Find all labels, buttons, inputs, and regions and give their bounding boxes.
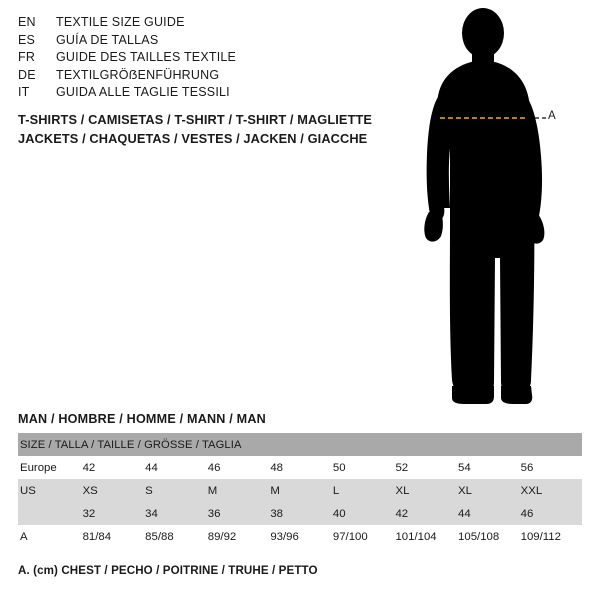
left-hand-shape: [424, 212, 443, 242]
table-row: [18, 456, 582, 479]
row-label: [18, 502, 81, 525]
row-cell: L: [331, 479, 394, 502]
table-row: [18, 479, 582, 502]
row-cell: 46: [519, 502, 582, 525]
left-foot-shape: [452, 386, 494, 404]
row-cell: 97/100: [331, 525, 394, 548]
row-cell: 50: [331, 456, 394, 479]
row-cell: 36: [206, 502, 269, 525]
row-cell: XL: [393, 479, 456, 502]
row-cell: 40: [331, 502, 394, 525]
language-row: [18, 14, 378, 32]
language-row: [18, 84, 378, 102]
row-cell: 44: [143, 456, 206, 479]
language-row: [18, 67, 378, 85]
right-foot-shape: [501, 386, 532, 404]
language-text: GUIDA ALLE TAGLIE TESSILI: [56, 85, 230, 99]
figure-svg: [400, 8, 600, 408]
row-cell: 32: [81, 502, 144, 525]
language-code: FR: [18, 50, 36, 64]
size-table-section: [18, 412, 582, 577]
table-row: [18, 502, 582, 525]
row-cell: 42: [81, 456, 144, 479]
table-row: [18, 525, 582, 548]
language-text: TEXTILGRÖẞENFÜHRUNG: [56, 67, 220, 82]
male-figure-illustration: [400, 8, 600, 408]
row-cell: 109/112: [519, 525, 582, 548]
row-cell: 52: [393, 456, 456, 479]
row-cell: 89/92: [206, 525, 269, 548]
garment-line-tshirts: T-SHIRTS / CAMISETAS / T-SHIRT / T-SHIRT / MAGLIETTE: [18, 112, 373, 127]
row-cell: 48: [268, 456, 331, 479]
row-cell: 81/84: [81, 525, 144, 548]
row-label: US: [18, 479, 81, 502]
language-code: IT: [18, 85, 30, 99]
row-cell: 42: [393, 502, 456, 525]
size-table-title: MAN / HOMBRE / HOMME / MANN / MAN: [18, 412, 266, 426]
table-header-label: SIZE / TALLA / TAILLE / GRÖSSE / TAGLIA: [18, 433, 582, 456]
language-code: DE: [18, 67, 36, 82]
row-cell: 101/104: [393, 525, 456, 548]
head-shape: [462, 8, 504, 58]
row-label: A: [18, 525, 81, 548]
language-list: [18, 14, 378, 102]
table-footnote: A. (cm) CHEST / PECHO / POITRINE / TRUHE / PETTO: [18, 564, 318, 577]
row-cell: XS: [81, 479, 144, 502]
language-text: TEXTILE SIZE GUIDE: [56, 15, 185, 29]
row-cell: 85/88: [143, 525, 206, 548]
language-row: [18, 32, 378, 50]
language-text: GUIDE DES TAILLES TEXTILE: [56, 50, 237, 64]
right-hand-shape: [526, 214, 544, 244]
row-label: Europe: [18, 456, 81, 479]
language-row: [18, 49, 378, 67]
row-cell: 44: [456, 502, 519, 525]
garment-headings: [18, 110, 418, 148]
row-cell: 46: [206, 456, 269, 479]
row-cell: M: [268, 479, 331, 502]
row-cell: M: [206, 479, 269, 502]
row-cell: 56: [519, 456, 582, 479]
row-cell: 93/96: [268, 525, 331, 548]
row-cell: XXL: [519, 479, 582, 502]
row-cell: 54: [456, 456, 519, 479]
garment-line-jackets: JACKETS / CHAQUETAS / VESTES / JACKEN / GIACCHE: [18, 131, 368, 146]
size-table: [18, 433, 582, 548]
language-text: GUÍA DE TALLAS: [56, 32, 159, 47]
row-cell: XL: [456, 479, 519, 502]
row-cell: 38: [268, 502, 331, 525]
row-cell: S: [143, 479, 206, 502]
row-cell: 34: [143, 502, 206, 525]
chest-measure-label: A: [548, 110, 557, 122]
body-shape: [435, 60, 534, 391]
language-code: EN: [18, 15, 36, 29]
row-cell: 105/108: [456, 525, 519, 548]
language-code: ES: [18, 32, 36, 47]
table-header-row: [18, 433, 582, 456]
